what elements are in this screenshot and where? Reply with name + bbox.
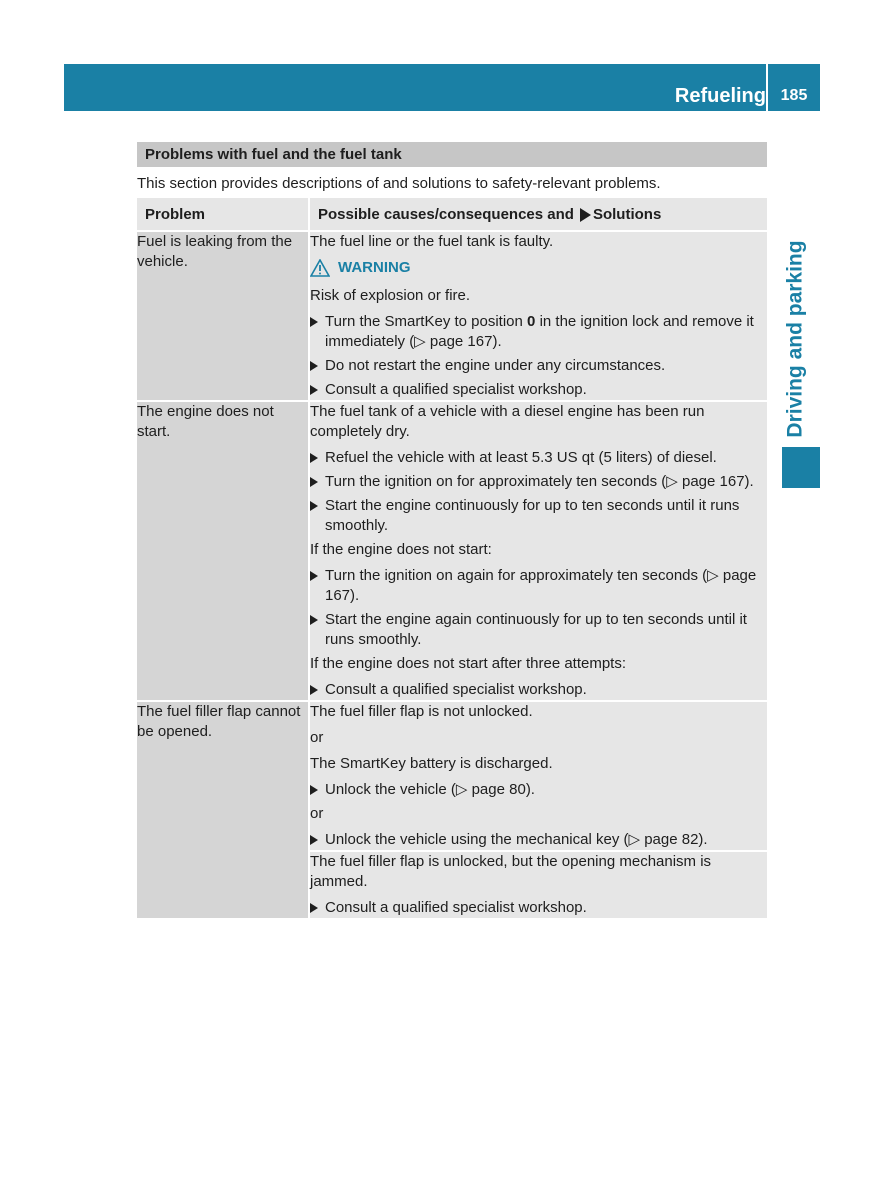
arrow-icon [310, 453, 318, 463]
problem-cell: The engine does not start. [137, 401, 309, 701]
arrow-icon [310, 385, 318, 395]
col-header-causes [309, 198, 767, 231]
solution-step [310, 312, 767, 352]
arrow-icon [310, 571, 318, 581]
solution-step [310, 472, 767, 492]
arrow-icon [310, 501, 318, 511]
step-text: Consult a qualified specialist workshop. [325, 899, 587, 916]
solution-step [310, 566, 767, 606]
arrow-icon [580, 208, 591, 222]
col-header-problem: Problem [137, 198, 309, 231]
header-divider [766, 64, 768, 111]
step-text: Unlock the vehicle (▷ page 80). [325, 781, 535, 798]
step-text: Refuel the vehicle with at least 5.3 US qt (5 liters) of diesel. [325, 449, 717, 466]
problem-cell: The fuel filler flap cannot be opened. [137, 701, 309, 919]
table-row [137, 401, 767, 701]
step-text: Turn the ignition on again for approximately ten seconds (▷ page 167). [325, 567, 757, 604]
side-chapter-label [776, 236, 816, 441]
warning-triangle-icon [310, 259, 330, 277]
side-thumb-tab [782, 447, 820, 488]
cause-text: The fuel filler flap is unlocked, but the opening mechanism is jammed. [310, 853, 712, 890]
solution-step [310, 380, 767, 400]
step-text: Unlock the vehicle using the mechanical key (▷ page 82). [325, 831, 708, 848]
page-number: 185 [780, 87, 808, 104]
or-text: or [310, 805, 324, 822]
section-intro: This section provides descriptions of and solutions to safety-relevant problems. [137, 175, 661, 192]
step-text: Turn the SmartKey to position [325, 313, 523, 330]
step-text: Consult a qualified specialist workshop. [325, 381, 587, 398]
solution-cell [309, 701, 767, 851]
solution-step [310, 830, 767, 850]
solution-cell [309, 851, 767, 919]
arrow-icon [310, 317, 318, 327]
arrow-icon [310, 903, 318, 913]
cause-text: The fuel line or the fuel tank is faulty. [310, 233, 554, 250]
or-text: or [310, 729, 324, 746]
cause-text: The fuel tank of a vehicle with a diesel engine has been run completely dry. [310, 403, 705, 440]
step-text: Turn the ignition on for approximately ten seconds (▷ page 167). [325, 473, 754, 490]
col-header-causes-text: Possible causes/consequences and [318, 206, 574, 223]
step-text: Consult a qualified specialist workshop. [325, 681, 587, 698]
problem-cell: Fuel is leaking from the vehicle. [137, 231, 309, 401]
arrow-icon [310, 685, 318, 695]
ignition-position: 0 [527, 313, 536, 330]
warning-label [310, 258, 767, 278]
col-header-solutions-text: Solutions [592, 206, 662, 223]
warning-text: WARNING [338, 259, 411, 276]
solution-step [310, 680, 767, 700]
solution-cell [309, 231, 767, 401]
arrow-icon [310, 835, 318, 845]
solution-step [310, 610, 767, 650]
cause-text: The fuel filler flap is not unlocked. [310, 703, 533, 720]
solution-step [310, 448, 767, 468]
solution-step [310, 356, 767, 376]
solution-step [310, 780, 767, 800]
section-heading: Problems with fuel and the fuel tank [137, 142, 767, 167]
chapter-title: Refueling [674, 85, 766, 107]
solution-step [310, 496, 767, 536]
step-text: Start the engine continuously for up to ten seconds until it runs smoothly. [325, 497, 740, 534]
cause-text: The SmartKey battery is discharged. [310, 755, 553, 772]
step-text: Start the engine again continuously for up to ten seconds until it runs smoothly. [325, 611, 747, 648]
condition-text: If the engine does not start after three attempts: [310, 655, 627, 672]
solution-step [310, 898, 767, 918]
side-chapter-text: Driving and parking [784, 239, 808, 438]
arrow-icon [310, 785, 318, 795]
arrow-icon [310, 477, 318, 487]
table-row [137, 701, 767, 851]
arrow-icon [310, 615, 318, 625]
solution-cell [309, 401, 767, 701]
table-header-row [137, 198, 767, 231]
consequence-text: Risk of explosion or fire. [310, 287, 471, 304]
condition-text: If the engine does not start: [310, 541, 492, 558]
step-text-cont: in the ignition lock and remove it immediately (▷ page 167). [325, 313, 754, 350]
arrow-icon [310, 361, 318, 371]
problems-table [137, 198, 767, 920]
step-text: Do not restart the engine under any circumstances. [325, 357, 666, 374]
table-row [137, 231, 767, 401]
